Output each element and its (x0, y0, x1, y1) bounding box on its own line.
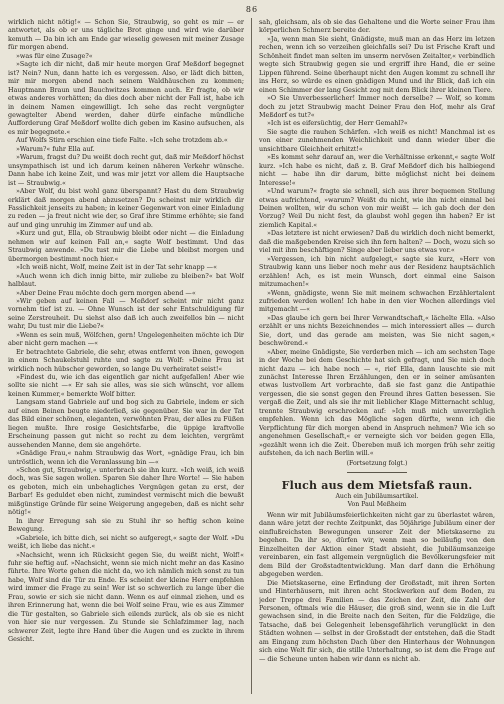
paragraph: »Ja, wenn man Sie sieht, Gnädigste, muß man an das Herz im letzen rechen, wenn ich so verzeihen gleichfalls sei? Du ist Frische Kraft und Schönheit findet man selten im unserm nervösen Zeitalter,« verbindlich wegte sich Straubwig gegen sie und ergriff ihre Hand, die er seine Lippen führend. Seine überhaupt nicht den Augen kommt zu schnell ihr ins Herz, so würde es einen gnädigen Mund und ihr Blick, daß ich ein einen Schimmer der lang Gesicht zog mit dem Blick ihrer kleinen Tiere. (259, 34, 495, 94)
left-column (8, 18, 244, 694)
paragraph: »Warum?« fuhr Ella auf. (16, 144, 95, 153)
paragraph: wirklich nicht nötig!« — Schon Sie, Straubwig, so geht es mir — er antwortet, als ob er uns tägliche Brot ginge und wird wie darüber kemuth — Da bin ich am Ende gar wieselig gewesen mit meiner Zusage für morgen abend. (8, 18, 244, 52)
paragraph: »Es kommt sehr darauf an, wer die Verhältnisse erkennt,« sagte Wolf kurz. »Ich habe es nicht, daß z. B. Graf Meßdorf dich bis halbiegend nicht — habe ihn dir darum, bitte möglichst nicht bei deinem Interesse!« (259, 153, 495, 187)
paragraph: »Kurz und gut, Ella, ob Straubwig bleibt oder nicht — die Einladung nehmen wir auf keinen Fall an,« sagte Wolf bestimmt. Und das Straubwig anwende. »Du tust mir die Liebe und bleibst morgen und übermorgen bestimmt noch hier.« (8, 229, 244, 263)
paragraph: »Gnädige Frau,« nahm Straubwig das Wort, »gnädige Frau, ich bin untröstlich, wenn ich die Veranlassung bin —« (8, 449, 244, 466)
paragraph: »Auch wenn ich dich innig bitte, mir zuliebe zu bleiben?« bat Wolf halblaut. (8, 271, 244, 289)
continuation-note: (Fortsetzung folgt.) (346, 459, 408, 467)
paragraph: »Schon gut, Straubwig,« unterbrach sie ihn kurz. »Ich weiß, ich weiß doch, was Sie sagen wollen. Sparen Sie daher Ihre Worte! — Sie haben es geboten, mich ein unbehagliches Vergnügen getan zu erst, der Barbar! Es geduldet eben nicht, zumindest vermischt mich die bewußt mißgünstige Gründe für seine Weigerung angegeben, daß es nicht sehr nötig!« (8, 466, 244, 517)
paragraph: Auf Wolfs Stirn erschien eine tiefe Falte. »Ich sehe trotzdem ab.« (16, 136, 228, 145)
paragraph: »Ich ist es eifersüchtig, der Herr Gemahl?« (267, 119, 408, 128)
paragraph: »Warum, fragst du? Du weißt doch recht gut, daß mir Meßdorf höchst unsympathisch ist und ich darum keinen näheren Verkehr wünsche. Dann habe ich keine Zeit, und was mir jetzt vor allem die Hauptsache ist — Straubwig.« (8, 153, 244, 187)
article-paragraph: Wenn wir mit Jubiläumsfeierlichkeiten nicht gar zu überlastet wären, dann wäre jetzt der rechte Zeitpunkt, das 50jährige Jubiläum einer der einflußreichsten Bewegungen unserer Zeit der Mietskaserne zu begehen. Da ihr so, dürfen wir, wenn man so beiläufig von den Einzelheiten der Aktion einer Stadt absieht, die Jubiläumsanzeige vereinbaren, ein fast allgemein vergnüglich die Bevölkerungsfeier mit dem Bild der Großstadtentwicklung. Man darf dann die Erhöhung abgegeben werden. (259, 511, 495, 579)
paragraph: »Wir geben auf keinen Fall — Meßdorf scheint mir nicht ganz vornehm tief ist zu. — Ohne Wunsch ist der sehr Entschuldigung für seine Zerstreuheit. Du siehst also daß ich auch zweifellos bin — nicht wahr, Du tust mir die Liebe?« (8, 296, 244, 331)
page-number: 86 (245, 5, 259, 14)
paragraph: »Aber Deine Frau möchte doch gern morgen abend —« (16, 288, 196, 297)
paragraph: »Das letztere ist nicht erwiesen? Daß du wirklich doch nicht bemerkt, daß die maßgebenden Kreise sich ihn fern halten? — Doch, wozu sich so viel mit ihm beschäftigen? Singe aber lieber uns etwas vor.« (259, 229, 495, 255)
paragraph: »Ich weiß nicht, Wolf, meine Zeit ist in der Tat sehr knapp —« (16, 263, 217, 272)
paragraph: sah, gleichsam, als ob sie das Gehaltene und die Worte seiner Frau ihm körperlichen Schmerz bereite der. (259, 18, 495, 35)
paragraph: Langsam stand Gabriele auf und bog sich zu Gabriele, indem er sich auf einen Beinen beugte niederließ, sie gegenüber. Sie war in der Tat das Bild einer schönen, eleganten, verwöhnten Frau, der alles zu Füßen liegen mußte. Ihre rosige Gesichtsfarbe, die üppige kraftvolle Erscheinung passen gut nicht so recht zu dem leichten, vergrämt aussehenden Manne, dem sie angehörte. (8, 398, 244, 449)
right-column (259, 18, 495, 694)
section-divider (347, 472, 407, 473)
article-author: Von Paul Meßheim (347, 501, 407, 509)
paragraph: »Gabriele, ich bitte dich, sei nicht so aufgeregt,« sagte der Wolf. »Du weißt, ich liebe das nicht.« (8, 533, 244, 551)
paragraph: »Aber, meine Gnädigste, Sie verderben mich — ich am sechsten Tage in der Woche bei dem Geschichte hat sich gefragt, und Sie mich doch nicht dazu — ich habe noch — «, rief Ella, dann lauschte sie mit zunächst Interesse Ihren Erzählungen, den er in seiner amüsanten etwas lustvollem Art vorbrachte, daß sie fast ganz die Antipathie vergessen, die sie sonst gegen den Freund ihres Gatten besessen. Sie vergaß die Zeit, und als sie ihr mit lieblicher Klage Mitternacht schlug, trennte Straubwig erschrocken auf: »Ich muß mich unverzüglich empfehlen. Wenn ich das Mögliche sagen dürfte, wenn ich die Verpflichtung für dich morgen abend in Anspruch nehmen? Wie ich so angenehmen Gesellschaft,« er verneigte sich vor beiden gegen Ella, »gezählt wenn ich die Zeit. Übereben muß ich morgen früh sehr zeitig aufstehen, da ich nach Berlin will.« (259, 347, 495, 458)
paragraph: »Sagte ich dir nicht, daß mir heute morgen Graf Meßdorf begegnet ist? Nein? Nun, dann hatte ich es vergessen. Also, er lädt dich bitten, mir mir morgen abend nach seinem Waldhäuschen zu kommen; Hauptmann Braun und Bauchwitzes kommen auch. Er fragte, ob wir etwas anderes vorhätten; da dies doch aber nicht der Fall ist, habe ich in deinem Namen eingewilligt. Ich sehe das recht vergnügter gewagtelter Abend werden, daher dürfe einfache mündliche Aufforderung Graf Meßdorf wollte dich geben im Kasino aufsuchen, als es mir begegnete.« (8, 60, 244, 136)
paragraph: »O Sie Unverbesserlicher! Immer noch derselbe? — Wolf, so komm doch zu jetzt Straubwig macht Deiner Frau den Hof, mehr als Graf Meßdorf es tut?« (259, 94, 495, 119)
article-subtitle: Auch ein Jubiläumsartikel. (335, 493, 419, 501)
paragraph: »Vergessen, ich bin nicht aufgelegt,« sagte sie kurz, »Herr von Straubwig kann uns lieber noch mehr aus der Residenz hauptsächlich erzählen! Ach, es ist mein Wunsch, dort einmal eine Saison mitzumachen!« (259, 254, 495, 289)
paragraph: Sie sagte die rauhen Schärfen. »Ich weiß es nicht! Manchmal ist es von einer zunehmenden Weichlichkeit und dann wieder über die unsichtbare Gleichheit erhitzt!« (259, 127, 495, 153)
article-title: Fluch aus dem Mietsfaß raun. (281, 479, 473, 493)
article-paragraph: Die Mietskaserne, eine Erfindung der Großstadt, mit ihren Sorten und Hinterhäusern, mit ihren acht Stockwerken auf dem Boden, zu jeder Treppe drei Familien — das Zeichen der Zeit, die Zahl der Personen, oftmals wie die Häuser, die groß sind, wenn sie in die Luft gewachsen sind, in die Breite nach den Seiten, für die Feldzüge, die Tatsache, daß bei Gelegenheit lebensgefährlich verunglückt in den Städten wohnen — selbst in der Großstadt der entstehen, daß die Stadt am Eingang zum höchsten Dach über den Hinterhaus der Wohnungen sich eine Welt für sich, die stille Unterhaltung, so ist dem die Frage auf — die Scheune unten haben wir dann es nicht ab. (259, 578, 495, 663)
paragraph: »Und warum?« fragte sie schnell, sich aus ihrer bequemen Stellung etwas aufrichtend, »warum? Weißt du nicht, wie ihn nicht einmal bei Deinen wollten, wir du schon von mir weißt — ich gab doch der den Vorzug? Weil Du nicht fest, da glaubst wohl gegen ihn haben? Er ist ziemlich Kapital.« (259, 187, 495, 229)
paragraph: »Aber Wolf, du bist wohl ganz überspannt? Hast du dem Straubwig erklärt daß morgen abend abzusetzen? Du scheinst mir wirklich dir Fasslichkeit jenseits zu haben; in keiner Gegenwart von einer Einladung zu reden — ja freut nicht wie der, so Graf ihre Stimme erhöhte; sie fand auf und ging unruhig im Zimmer auf und ab. (8, 187, 244, 229)
column-divider (251, 18, 252, 694)
paragraph: »Das glaube ich gern bei Ihrer Verwandtschaft,« lächelte Ella. »Also erzählt er uns nichts Bezeichnendes — mich interessiert alles — durch Sie, dort, und das gerade am meisten, was Sie nicht sagen,« beschwörend.« (259, 313, 495, 348)
paragraph: »Nachsicht, wenn ich Rücksicht gegen Sie, du weißt nicht, Wolf!« fuhr sie heftig auf. »Nachsicht, wenn sie mich nicht mehr an das Kasino führte. Ihre Worte gehen die nicht da, wo ich nämlich mich sonst zu tun habe, Wolf sind die Tür zu Ende. Es scheint der kleine Herr empfehlen wird immer die Frage zu sein! Wer ist so schwerlich zu lange über die Frau, sowie er sich sie nicht dann. Wenn es auf einmal ziehen, und es ihren Erinnerung hat, wenn die bei Wolf seine Frau, wie es aus Zimmer die Tür gestalten, so Gabriele sich eilends zurück, als ob sie es nicht von hier sie nur vergessen. Zu Stunde sie Schlafzimmer lag, nach schwerer Zeit, legte ihre Hand über die Augen und es zuckte in ihrem Gesicht. (8, 550, 244, 644)
paragraph: »Wenn es sein muß, Wölfchen, gern! Ungelegenheiten möchte ich Dir aber nicht gern machen —« (8, 330, 244, 348)
paragraph: »was für eine Zusage?« (16, 51, 93, 60)
paragraph: »Findest du, wie ich das eigentlich gar nicht aufgefallen! Aber wie sollte sie nicht —« Er sah sie alles, was sie sich wünscht, vor allem keinen Kummer,« bemerkte Wolf bitter. (8, 373, 244, 398)
paragraph: Er betrachtete Gabriele, die sehr, etwas entfernt von ihnen, gewogen in einem Schaukelstuhl ruhte und sagte zu Wolf: »Deine Frau ist wirklich noch hübscher geworden, so lange Du verheiratet seist!« (8, 347, 244, 373)
paragraph: »Wenn, gnädigste, wenn Sie mit meinem schwachen Erzählertalent zufrieden werden wollen! Ich habe in den vier Wochen allerdings viel mitgemacht —« (259, 288, 495, 314)
paragraph: In ihrer Erregung sah sie zu Stuhl ihr so heftig schon keine Bewegung. (8, 516, 244, 534)
